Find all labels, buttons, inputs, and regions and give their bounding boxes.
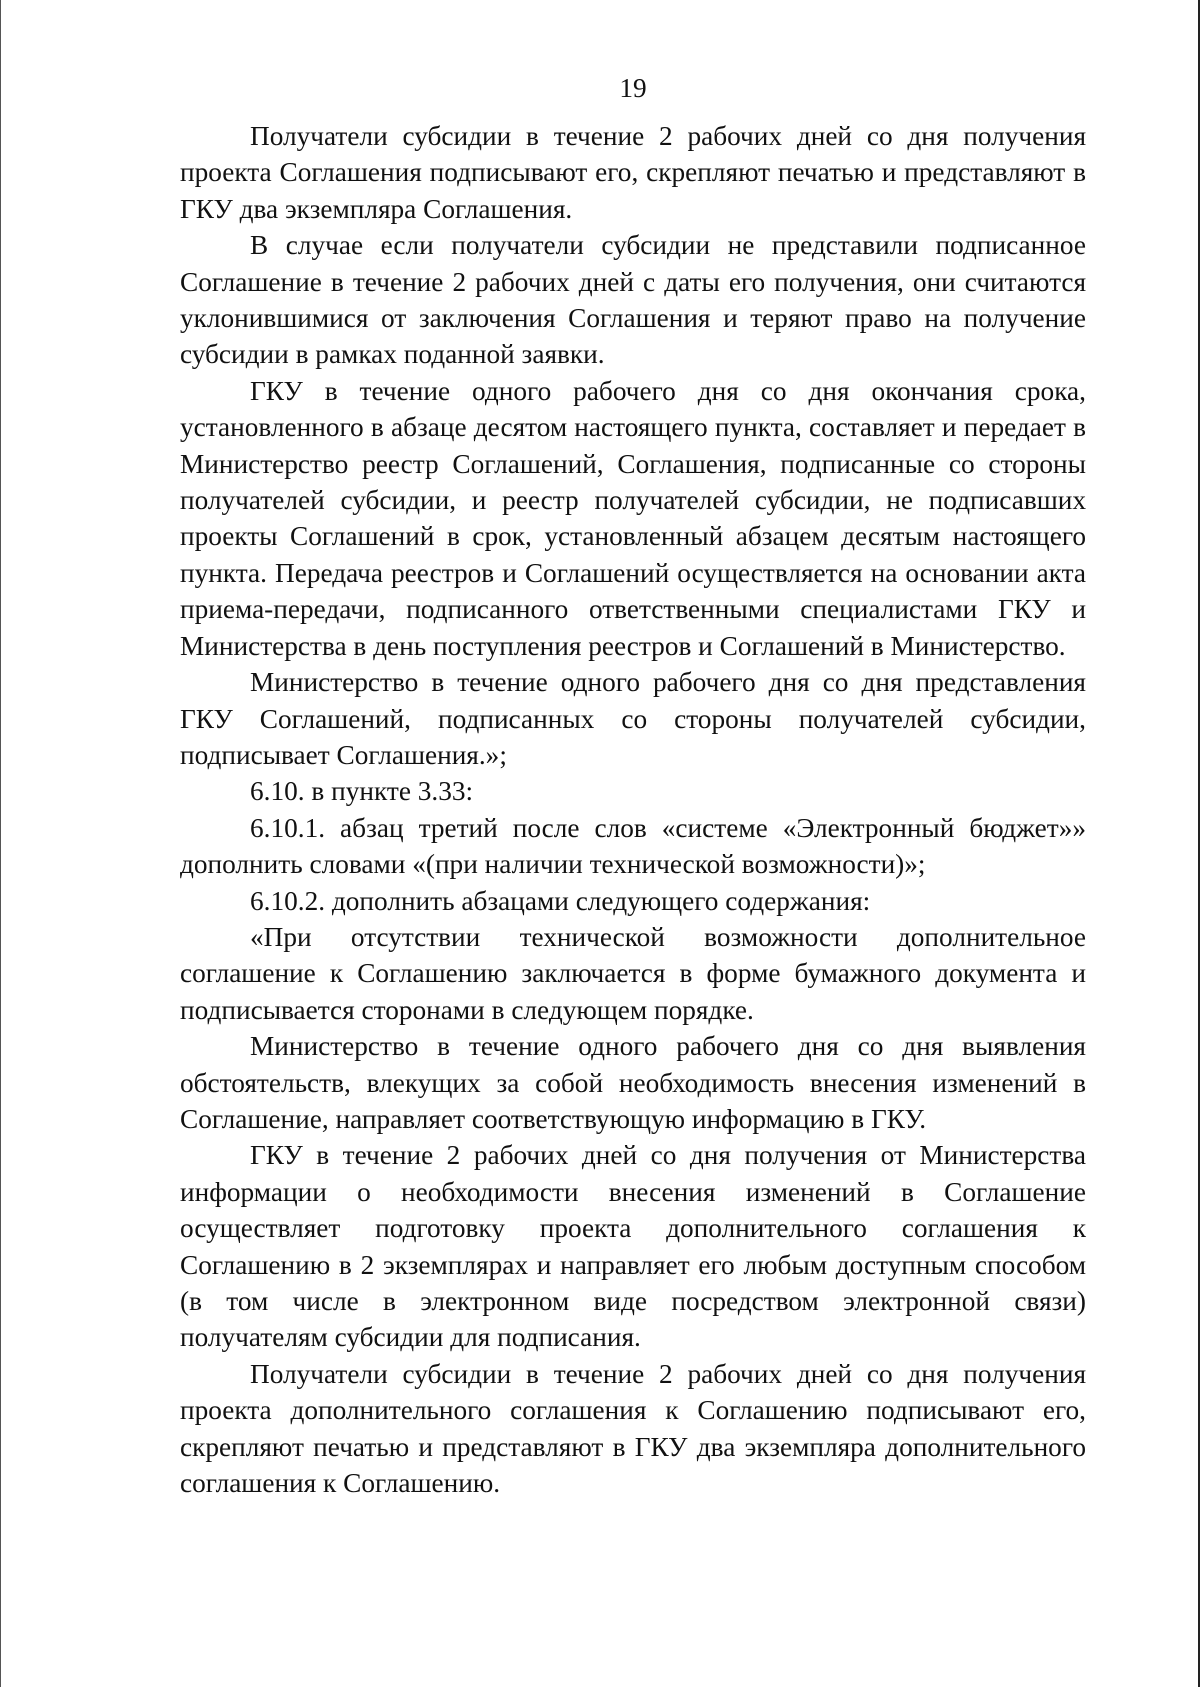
paragraph-5: 6.10. в пункте 3.33: — [250, 776, 474, 807]
paragraph-11: Получатели субсидии в течение 2 рабочих дней со дня получения проекта дополнительного соглашения к Соглашению подписывают его, скрепляют печатью и представляют в ГКУ два экземпляра дополнительного соглашения к Соглашению. — [180, 1358, 1086, 1499]
paragraph-6: 6.10.1. абзац третий после слов «системе «Электронный бюджет»» дополнить словами «(при наличии технической возможности)»; — [180, 812, 1086, 880]
paragraph-8: «При отсутствии технической возможности дополнительное соглашение к Соглашению заключается в форме бумажного документа и подписывается сторонами в следующем порядке. — [180, 921, 1086, 1025]
page-number: 19 — [619, 73, 647, 103]
paragraph-9: Министерство в течение одного рабочего дня со дня выявления обстоятельств, влекущих за собой необходимость внесения изменений в Соглашение, направляет соответствующую информацию в ГКУ. — [180, 1031, 1086, 1134]
paragraph-1: Получатели субсидии в течение 2 рабочих дней со дня получения проекта Соглашения подписывают его, скрепляют печатью и представляют в ГКУ два экземпляра Соглашения. — [180, 121, 1086, 224]
paragraph-7: 6.10.2. дополнить абзацами следующего содержания: — [250, 885, 871, 916]
scan-edge-left — [0, 0, 1, 1687]
paragraph-10: ГКУ в течение 2 рабочих дней со дня получения от Министерства информации о необходимости внесения изменений в Соглашение осуществляет подготовку проекта дополнительного соглашения к Соглашению в 2 экземплярах и направляет его любым доступным способом (в том числе в электронном виде посредством электронной связи) получателям субсидии для подписания. — [180, 1140, 1086, 1353]
paragraph-2: В случае если получатели субсидии не представили подписанное Соглашение в течение 2 рабочих дней с даты его получения, они считаются уклонившимися от заключения Соглашения и теряют право на получение субсидии в рамках поданной заявки. — [180, 230, 1086, 370]
paragraph-3: ГКУ в течение одного рабочего дня со дня окончания срока, установленного в абзаце десятом настоящего пункта, составляет и передает в Министерство реестр Соглашений, Соглашения, подписанные со стороны получателей субсидии, и реестр получателей субсидии, не подписавших проекты Соглашений в срок, установленный абзацем десятым настоящего пункта. Передача реестров и Соглашений осуществляется на основании акта приема-передачи, подписанного ответственными специалистами ГКУ и Министерства в день поступления реестров и Соглашений в Министерство. — [180, 375, 1086, 661]
document-page — [180, 70, 1086, 1501]
paragraph-4: Министерство в течение одного рабочего дня со дня представления ГКУ Соглашений, подписанных со стороны получателей субсидии, подписывает Соглашения.»; — [180, 667, 1086, 770]
